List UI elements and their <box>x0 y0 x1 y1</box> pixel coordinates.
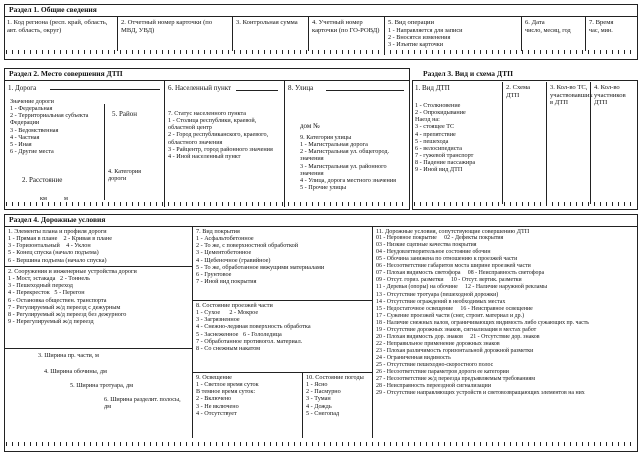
road-defect-item: 07 - Плохая видимость светофора 08 - Неисправность светофора <box>376 270 545 277</box>
report-number-cell: 2. Отчетный номер карточки (по МВД, УВД) <box>117 17 232 51</box>
lighting-item: В темное время суток: <box>196 388 256 396</box>
road-defects-list <box>376 228 634 397</box>
accident-type-item: 2 - Опрокидывание <box>415 109 466 117</box>
road-structure-item: 9 - Нерегулируемый ж/д переезд <box>8 317 94 325</box>
time-cell: 7. Время час, мин. <box>585 17 637 51</box>
road-structure-item: 3 - Пешеходный переход <box>8 282 73 290</box>
surface-state-item: 5 - Заснеженное 6 - Гололедица <box>196 330 282 338</box>
coating-list <box>196 228 368 285</box>
road-significance-item: 6 - Другие места <box>10 147 54 155</box>
accident-type-item: 8 - Падение пассажира <box>415 159 476 167</box>
weather-item: 1 - Ясно <box>306 381 328 389</box>
road-defect-item: 19 - Отсутствие дорожных знаков, сигнализация в местах работ <box>376 326 537 333</box>
road-structures-list <box>8 268 190 325</box>
road-structures-title: 2. Сооружения и инженерные устройства дороги <box>8 268 137 275</box>
surface-state-list <box>196 302 370 352</box>
section2-digit-ticks <box>6 202 406 206</box>
checksum-cell: 3. Контрольная сумма <box>232 17 309 51</box>
road-structure-item: 1 - Мост, эстакада 2 - Тоннель <box>8 275 90 283</box>
street-category-title: 9. Категория улицы <box>300 134 352 141</box>
region-code-cell: 1. Код региона (респ. край, область, авт. область, округ) <box>7 19 108 34</box>
road-defect-item: 29 - Отсутствие направляющих устройств и световозвращающих элементов на них <box>376 389 585 396</box>
weather-item: 5 - Снегопад <box>306 409 340 417</box>
accident-type-item: 7 - гужевой транспорт <box>415 151 474 159</box>
road-defect-item: 04 - Неудовлетворительное состояние обочин <box>376 249 491 256</box>
vehicles-count-cell: 3. Кол-во ТС, участвовавших в ДТП <box>546 82 591 204</box>
surface-state-title: 8. Состояние проезжей части <box>196 302 273 309</box>
carriageway-width-label: 3. Ширина пр. части, м <box>38 352 99 359</box>
weather-list <box>306 374 370 417</box>
operation-option: 3 - Изъятие карточки <box>388 40 444 48</box>
coating-item: 4 - Щебеночное (гравийное) <box>196 256 271 264</box>
road-defect-item: 28 - Неисправность переездной сигнализации <box>376 382 491 389</box>
street-category-item: 5 - Прочие улицы <box>300 183 347 191</box>
lighting-item: 1 - Светлое время суток <box>196 381 259 389</box>
surface-state-item: 3 - Загрязненное <box>196 316 240 324</box>
section4-digit-ticks <box>6 442 632 446</box>
street-category-item: 4 - Улица, дорога местного значения <box>300 176 397 184</box>
settlement-status-item: 2 - Город республиканского, краевого, областного значения <box>168 131 269 146</box>
divider-strip-width-label: 6. Ширина разделит. полосы, дм <box>104 396 181 411</box>
accident-type-item: 5 - пешехода <box>415 137 449 145</box>
accident-type-item: 3 - стоящее ТС <box>415 123 455 131</box>
street-category-list <box>300 134 404 191</box>
road-defect-item: 27 - Несоответствие ж/д переезда предъявляемым требованиям <box>376 375 535 382</box>
scheme-cell: 2. Схема ДТП <box>502 82 547 204</box>
accident-type-item: Наезд на: <box>415 116 440 124</box>
road-defects-title: 11. Дорожные условия, сопутствующие совершению ДТП <box>376 228 530 235</box>
shoulder-width-label: 4. Ширина обочины, дм <box>44 368 107 375</box>
road-structure-item: 4 - Перекресток 5 - Перегон <box>8 289 85 297</box>
road-defect-item: 15 - Недостаточное освещение 16 - Неисправное освещение <box>376 305 533 312</box>
surface-state-item: 4 - Снежно-ледяная поверхность обработка <box>196 323 311 331</box>
operation-option: 1 - Направляется для записи <box>388 26 463 34</box>
street-label: 8. Улица <box>288 84 314 92</box>
road-significance-title: Значение дороги <box>10 98 54 105</box>
road-defect-item: 22 - Неправильное применение дорожных знаков <box>376 340 500 347</box>
surface-state-item: 1 - Сухое 2 - Мокрое <box>196 309 259 317</box>
road-defect-item: 11 - Деревья (опоры) на обочине 12 - Наличие наружной рекламы <box>376 284 548 291</box>
district-label: 5. Район <box>112 110 137 118</box>
road-label: 1. Дорога <box>8 84 37 92</box>
road-structure-item: 8 - Регулируемый ж/д переезд без дежурного <box>8 310 127 318</box>
operation-options <box>388 27 520 48</box>
sidewalk-width-label: 5. Ширина тротуара, дм <box>70 382 134 389</box>
section3-title: Раздел 3. Вид и схема ДТП <box>423 69 513 78</box>
road-defect-item: 06 - Несоответствие габаритов моста ширине проезжей части <box>376 263 531 270</box>
coating-item: 7 - Иной вид покрытия <box>196 277 257 285</box>
coating-item: 5 - То же, обработанное вяжущими материалами <box>196 263 325 271</box>
road-significance-list <box>10 98 98 155</box>
road-significance-item: 4 - Частная <box>10 133 40 141</box>
lighting-item: 4 - Отсутствует <box>196 409 237 417</box>
operation-type-cell: 5. Вид операции 1 - Направляется для записи 2 - Вносятся изменения 3 - Изъятие карточки <box>384 17 523 55</box>
road-defect-item: 23 - Плохая различимость горизонтальной дорожной разметки <box>376 347 534 354</box>
accident-type-item: 9 - Иной вид ДТП <box>415 166 463 174</box>
road-defect-item: 26 - Несоответствие параметров дороги ее категории <box>376 368 509 375</box>
weather-item: 2 - Пасмурно <box>306 388 341 396</box>
coating-item: 6 - Грунтовое <box>196 270 232 278</box>
road-defect-item: 03 - Низкие сцепные качества покрытия <box>376 242 477 249</box>
lighting-title: 9. Освещение <box>196 374 232 381</box>
weather-item: 3 - Туман <box>306 395 331 403</box>
road-plan-title: 1. Элементы плана и профиля дороги <box>8 228 107 235</box>
accident-type-item: 1 - Столкновение <box>415 102 461 110</box>
road-defect-item: 01 - Неровное покрытие 02 - Дефекты покрытия <box>376 235 504 242</box>
settlement-status-item: 3 - Райцентр, город районного значения <box>168 145 273 153</box>
coating-item: 2 - То же, с поверхностной обработкой <box>196 242 299 250</box>
road-significance-item: 3 - Ведомственная <box>10 126 59 134</box>
lighting-item: 3 - Не включено <box>196 402 239 410</box>
street-category-item: 3 - Магистральная ул. районного значения <box>300 162 387 177</box>
section4-title: Раздел 4. Дорожные условия <box>9 215 106 224</box>
street-category-item: 1 - Магистральная дорога <box>300 141 368 149</box>
settlement-label: 6. Населенный пункт <box>168 84 232 92</box>
road-defect-item: 09 - Отсут. гориз. разметки 10 - Отсут. вертик. разметки <box>376 277 522 284</box>
section1-digit-ticks <box>6 50 632 54</box>
road-significance-item: 2 - Территориальная субъекта Федерации <box>10 112 89 127</box>
accident-type-list <box>415 102 501 173</box>
surface-state-item: 8 - Со снежным накатом <box>196 344 261 352</box>
lighting-item: 2 - Включено <box>196 395 232 403</box>
settlement-status-list <box>168 110 280 160</box>
participants-count-cell: 4. Кол-во участников ДТП <box>590 82 637 204</box>
lighting-list <box>196 374 298 417</box>
settlement-status-title: 7. Статус населенного пункта <box>168 110 246 117</box>
section1-title: Раздел 1. Общие сведения <box>9 5 97 14</box>
accident-type-cell: 1. Вид ДТП 1 - Столкновение 2 - Опрокидывание Наезд на: 3 - стоящее ТС 4 - препятствие 5 - пешехода 6 - велосипедиста 7 - гужевой транспорт 8 - Падение пассажира 9 - Иной вид ДТП <box>412 82 504 204</box>
coating-title: 7. Вид покрытия <box>196 228 240 235</box>
road-defect-item: 05 - Обочина занижена по отношению к проезжей части <box>376 256 518 263</box>
distance-label: 2. Расстояние <box>22 176 63 184</box>
coating-item: 3 - Цементобетонное <box>196 249 252 257</box>
settlement-status-item: 4 - Иной населенный пункт <box>168 152 241 160</box>
house-label: дом № <box>300 122 320 130</box>
road-defect-item: 17 - Сужение проезжей части (снег, строит. материал и др.) <box>376 312 525 319</box>
road-defect-item: 18 - Наличие снежных валов, ограничивающих видимость либо сужающих пр. часть <box>376 319 589 326</box>
section2-title: Раздел 2. Место совершения ДТП <box>9 69 123 78</box>
registration-number-cell: 4. Учетный номер карточки (по ГО-РОВД) <box>308 17 385 51</box>
road-plan-item: 5 - Конец спуска (начало подъема) <box>8 249 99 257</box>
road-field <box>50 89 160 90</box>
road-plan-item: 1 - Прямая в плане 2 - Кривая в плане <box>8 235 112 243</box>
accident-type-item: 4 - препятствие <box>415 130 456 138</box>
road-defect-item: 24 - Ограниченная видимость <box>376 354 451 361</box>
road-structure-item: 7 - Регулируемый ж/д переезд с дежурным <box>8 303 121 311</box>
road-plan-item: 6 - Вершина подъема (начало спуска) <box>8 256 107 264</box>
accident-type-item: 6 - велосипедиста <box>415 144 462 152</box>
coating-item: 1 - Асфальтобетонное <box>196 235 254 243</box>
road-defect-item: 13 - Отсутствие тротуара (пешеходной дорожки) <box>376 291 499 298</box>
date-cell: 6. Дата число, месяц, год <box>521 17 586 51</box>
road-category-label: 4. Категория дороги <box>108 168 141 183</box>
road-plan-list <box>8 228 188 264</box>
road-defect-item: 20 - Плохая видимость дор. знаков 21 - Отсутствие дор. знаков <box>376 333 540 340</box>
section3-digit-ticks <box>414 202 634 206</box>
settlement-status-item: 1 - Столица республики, краевой, областной центр <box>168 117 257 132</box>
road-significance-item: 1 - Федеральная <box>10 105 53 113</box>
road-defect-item: 25 - Отсутствие пешеходно-скоростного полос <box>376 361 494 368</box>
road-defect-item: 14 - Отсутствие ограждений в необходимых местах <box>376 298 506 305</box>
weather-item: 4 - Дождь <box>306 402 332 410</box>
distance-km-label: км <box>40 195 47 202</box>
road-plan-item: 3 - Горизонтальный 4 - Уклон <box>8 242 91 250</box>
road-significance-item: 5 - Иная <box>10 140 32 148</box>
weather-title: 10. Состояние погоды <box>306 374 364 381</box>
street-category-item: 2 - Магистральная ул. общегород. значения <box>300 148 390 163</box>
surface-state-item: 7 - Обработанное противогол. материал. <box>196 337 303 345</box>
road-structure-item: 6 - Остановка обществен. транспорта <box>8 296 107 304</box>
distance-m-label: м <box>64 195 68 202</box>
operation-option: 2 - Вносятся изменения <box>388 33 451 41</box>
